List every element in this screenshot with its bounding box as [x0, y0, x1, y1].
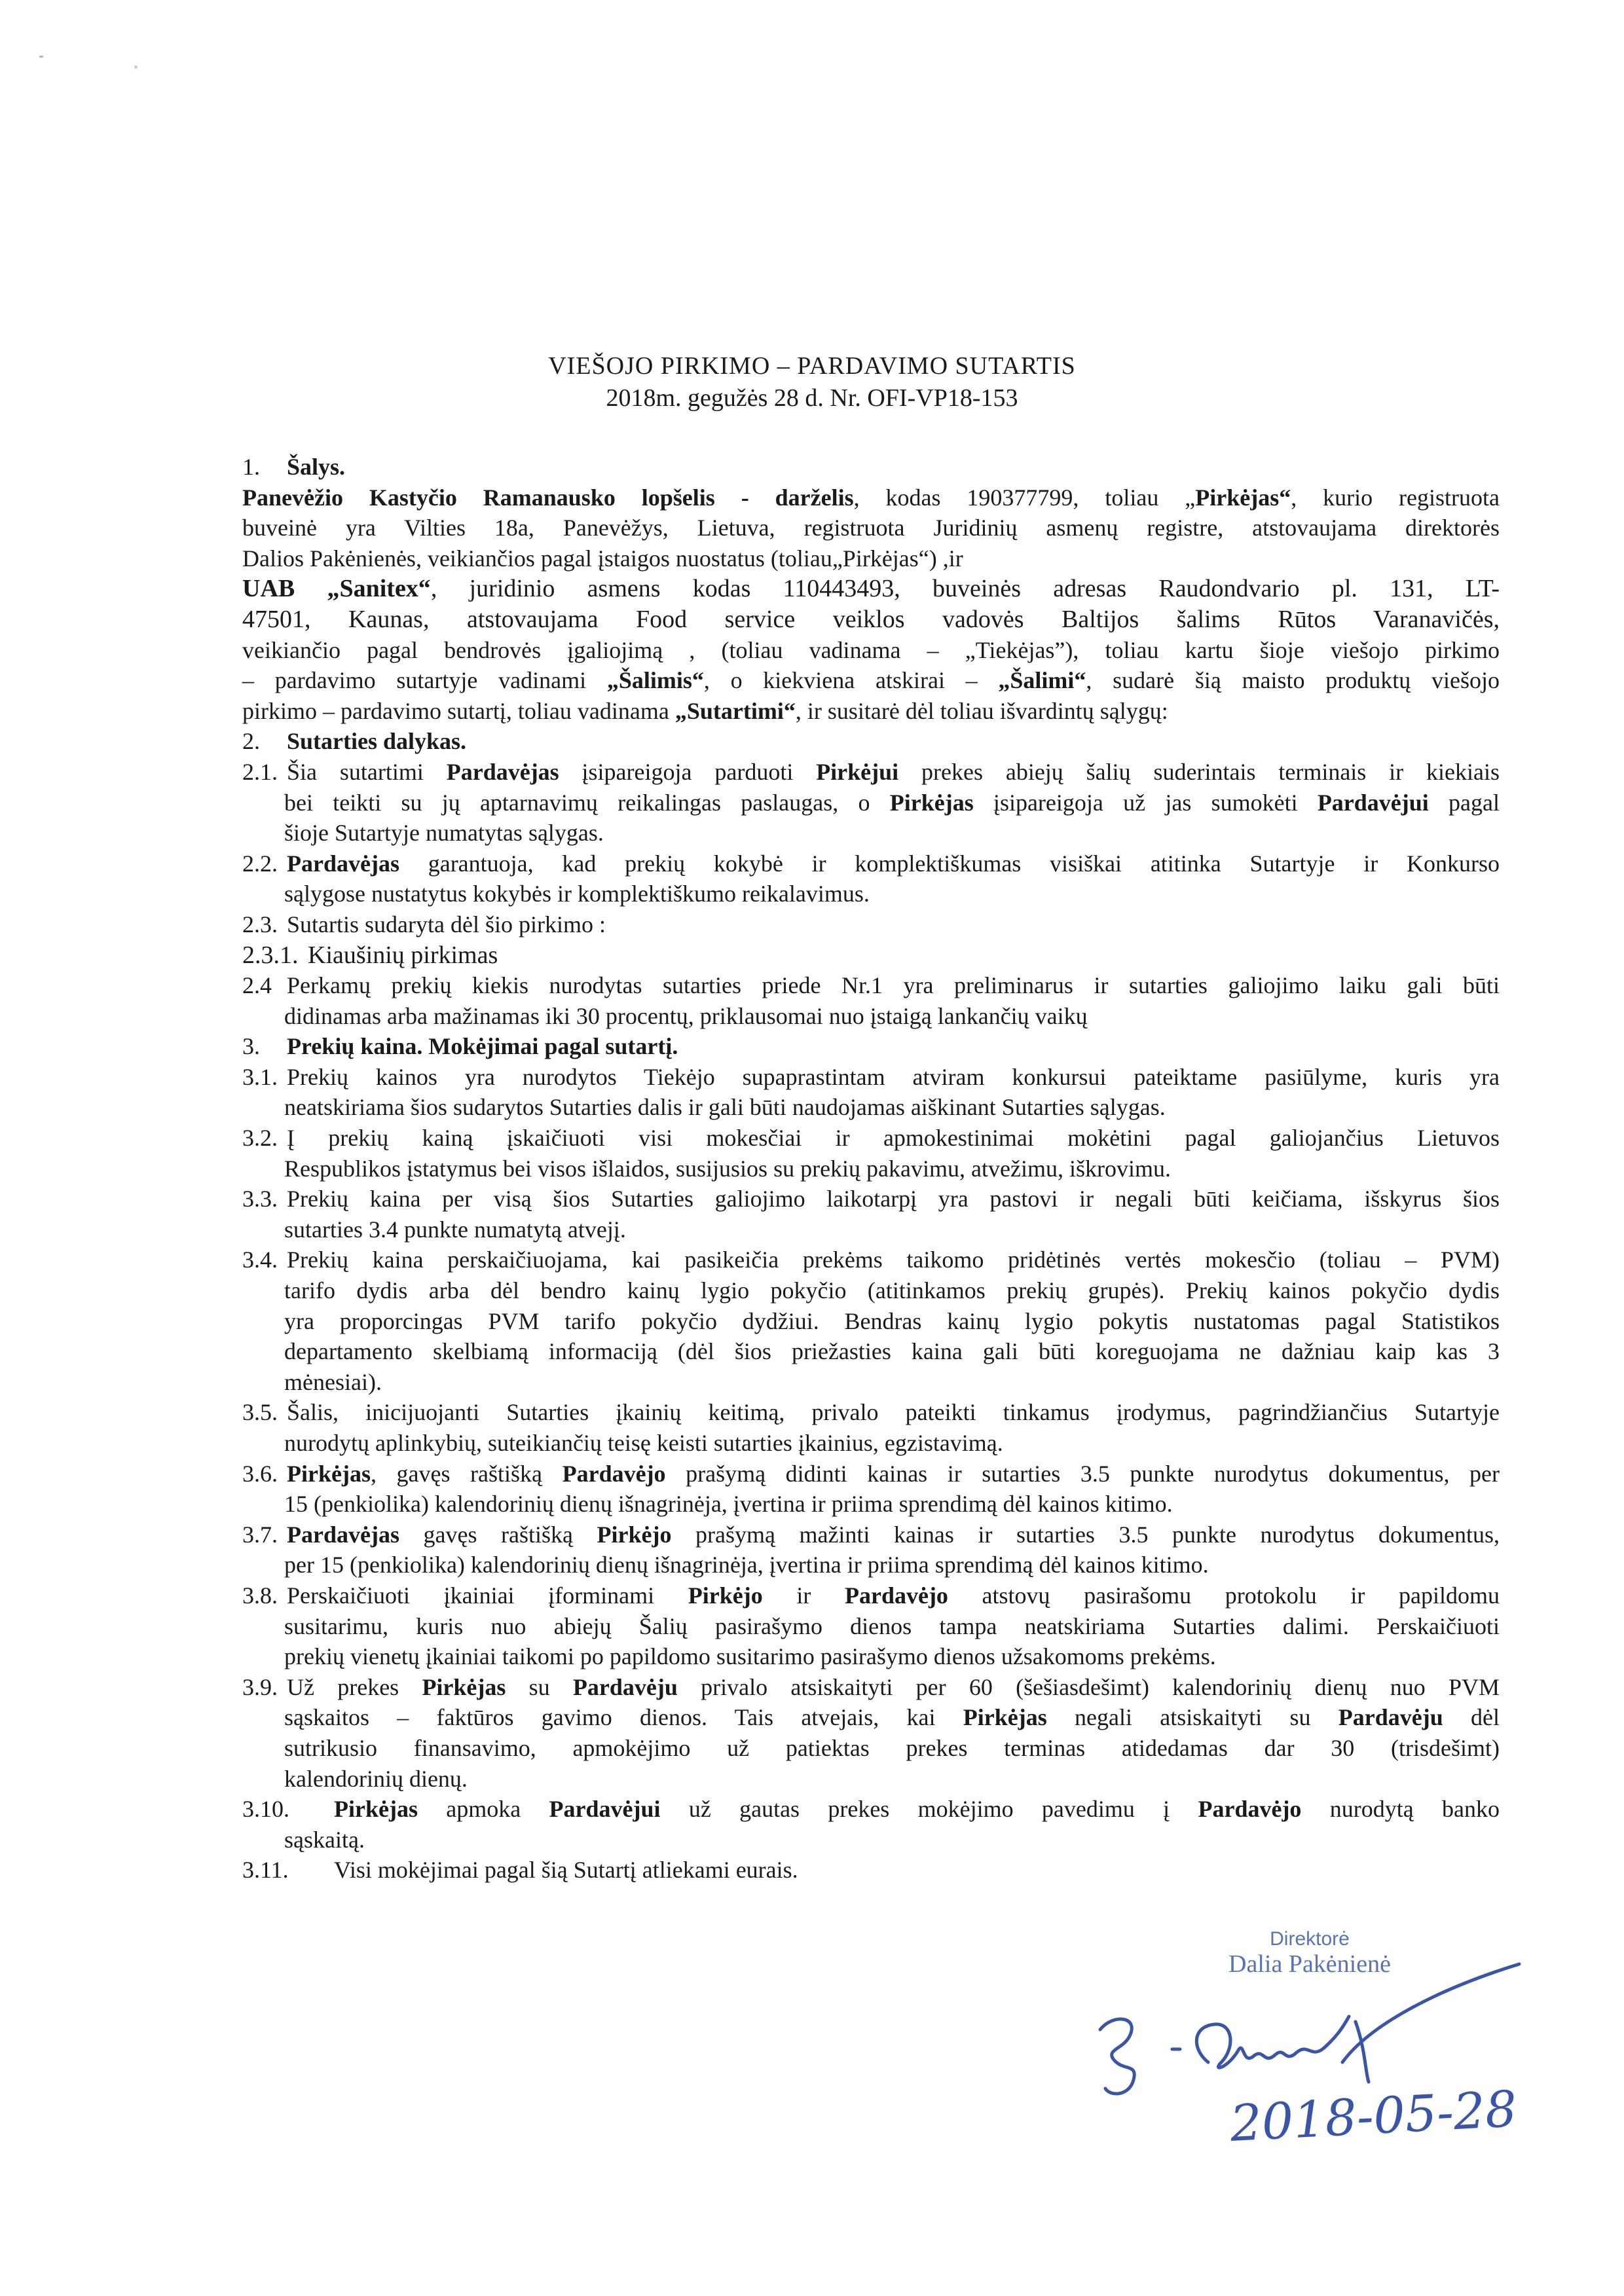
paragraph-3-10: sąskaitą. [284, 1826, 365, 1853]
paragraph-2-4: 2.4 Perkamų prekių kiekis nurodytas sutarties priede Nr.1 yra preliminarus ir sutarties galiojimo laiku gali būti [242, 972, 1500, 999]
paragraph-2-3: 2.3. Sutartis sudaryta dėl šio pirkimo : [242, 911, 606, 938]
paragraph-3-7: per 15 (penkiolika) kalendorinių dienų išnagrinėja, įvertina ir priima sprendimą dėl kainos kitimo. [284, 1552, 1209, 1578]
paragraph-2-1: 2.1. Šia sutartimi Pardavėjas įsipareigoja parduoti Pirkėjui prekes abiejų šalių suderintais terminais ir kiekiais [242, 758, 1500, 785]
paragraph-3-6: 15 (penkiolika) kalendorinių dienų išnagrinėja, įvertina ir priima sprendimą dėl kainos kitimo. [284, 1491, 1173, 1518]
contract-body [242, 452, 1500, 1886]
signature-main-stroke [1196, 2016, 1349, 2068]
paragraph-3-4: mėnesiai). [284, 1368, 382, 1395]
parties-line: Panevėžio Kastyčio Ramanausko lopšelis - darželis, kodas 190377799, toliau „Pirkėjas“, kurio registruota [242, 484, 1500, 511]
paragraph-3-1: neatskiriama šios sudarytos Sutarties dalis ir gali būti naudojamas aiškinant Sutarties sąlygas. [284, 1094, 1166, 1121]
paragraph-3-5: 3.5. Šalis, inicijuojanti Sutarties įkainių keitimą, privalo pateikti tinkamus įrodymus, pagrindžiančius Sutartyje [242, 1399, 1500, 1426]
paragraph-2-1: šioje Sutartyje numatytas sąlygas. [284, 820, 604, 847]
paragraph-3-9: sutrikusio finansavimo, apmokėjimo už patiektas prekes terminas atidedamas dar 30 (trisdešimt) [284, 1734, 1500, 1761]
parties-line: 47501, Kaunas, atstovaujama Food service veiklos vadovės Baltijos šalims Rūtos Varanavičės, [242, 605, 1500, 633]
paragraph-3-9: 3.9. Už prekes Pirkėjas su Pardavėju privalo atsiskaityti per 60 (šešiasdešimt) kalendorinių dienų nuo PVM [242, 1673, 1500, 1700]
stamp-name: Dalia Pakėnienė [1228, 1950, 1391, 1978]
paragraph-3-3: 3.3. Prekių kaina per visą šios Sutarties galiojimo laikotarpį yra pastovi ir negali būti keičiama, išskyrus šios [242, 1186, 1500, 1212]
paragraph-3-1: 3.1. Prekių kainos yra nurodytos Tiekėjo supaprastintam atviram konkursui pateiktame pasiūlyme, kuris yra [242, 1063, 1500, 1090]
parties-line: UAB „Sanitex“, juridinio asmens kodas 110443493, buveinės adresas Raudondvario pl. 131, LT- [242, 575, 1500, 603]
paragraph-3-2: 3.2. Į prekių kainą įskaičiuoti visi mokesčiai ir apmokestinimai mokėtini pagal galiojančius Lietuvos [242, 1125, 1500, 1152]
document-header [242, 350, 1382, 414]
signature-initial-stroke [1100, 2019, 1134, 2094]
paragraph-3-5: nurodytų aplinkybių, suteikiančių teisę keisti sutarties įkainius, egzistavimą. [284, 1430, 1003, 1456]
paragraph-3-4: yra proporcingas PVM tarifo pokyčio dydžiui. Bendras kainų lygio pokytis nustatomas pagal Statistikos [284, 1307, 1500, 1334]
document-title: VIEŠOJO PIRKIMO – PARDAVIMO SUTARTIS [548, 352, 1076, 380]
paragraph-2-3-1: 2.3.1. Kiaušinių pirkimas [242, 941, 498, 969]
scan-speck [134, 65, 138, 69]
paragraph-3-8: susitarimu, kuris nuo abiejų Šalių pasirašymo dienos tampa neatskiriama Sutarties dalimi. Perskaičiuoti [284, 1613, 1500, 1639]
scan-speck [39, 56, 43, 58]
signature-date: 2018-05-28 [1228, 2079, 1519, 2153]
paragraph-3-3: sutarties 3.4 punkte numatytą atvejį. [284, 1216, 626, 1243]
paragraph-3-4: departamento skelbiamą informaciją (dėl šios priežasties kaina gali būti koreguojama ne dažniau kaip kas 3 [284, 1338, 1500, 1365]
paragraph-3-11: 3.11. Visi mokėjimai pagal šią Sutartį atliekami eurais. [242, 1857, 798, 1884]
paragraph-3-4: tarifo dydis arba dėl bendro kainų lygio pokyčio (atitinkamos prekių grupės). Prekių kainos pokyčio dydis [284, 1277, 1500, 1304]
parties-line: – pardavimo sutartyje vadinami „Šalimis“, o kiekviena atskirai – „Šalimi“, sudarė šią maisto produktų viešojo [242, 667, 1500, 694]
section-heading: 2. Sutarties dalykas. [242, 728, 467, 755]
section-heading: 3. Prekių kaina. Mokėjimai pagal sutartį. [242, 1033, 678, 1060]
paragraph-2-1: bei teikti su jų aptarnavimų reikalingas paslaugas, o Pirkėjas įsipareigoja už jas sumokėti Pardavėjui pagal [284, 789, 1500, 816]
section-heading: 1. Šalys. [242, 454, 346, 480]
parties-line: Dalios Pakėnienės, veikiančios pagal įstaigos nuostatus (toliau„Pirkėjas“) ,ir [242, 545, 963, 572]
handwritten-signature [1067, 1951, 1539, 2160]
paragraph-3-2: Respublikos įstatymus bei visos išlaidos, susijusios su prekių pakavimu, atvežimu, iškrovimu. [284, 1155, 1171, 1182]
paragraph-3-10: 3.10. Pirkėjas apmoka Pardavėjui už gautas prekes mokėjimo pavedimu į Pardavėjo nurodytą banko [242, 1796, 1500, 1823]
paragraph-3-6: 3.6. Pirkėjas, gavęs raštišką Pardavėjo prašymą didinti kainas ir sutarties 3.5 punkte nurodytus dokumentus, per [242, 1460, 1500, 1487]
paragraph-3-8: 3.8. Perskaičiuoti įkainiai įforminami Pirkėjo ir Pardavėjo atstovų pasirašomu protokolu ir papildomu [242, 1582, 1500, 1609]
signature-tail-stroke [1356, 2022, 1369, 2082]
stamp-role: Direktorė [1270, 1928, 1350, 1950]
parties-line: buveinė yra Vilties 18a, Panevėžys, Lietuva, registruota Juridinių asmenų registre, atstovaujama direktorės [242, 515, 1500, 541]
parties-line: veikiančio pagal bendrovės įgaliojimą , (toliau vadinama – „Tiekėjas”), toliau kartu šioje viešojo pirkimo [242, 636, 1500, 663]
paragraph-3-4: 3.4. Prekių kaina perskaičiuojama, kai pasikeičia prekėms taikomo pridėtinės vertės mokesčio (toliau – PVM) [242, 1247, 1500, 1273]
paragraph-3-8: prekių vienetų įkainiai taikomi po papildomo susitarimo pasirašymo dienos užsakomoms prekėms. [284, 1643, 1216, 1670]
parties-line: pirkimo – pardavimo sutartį, toliau vadinama „Sutartimi“, ir susitarė dėl toliau išvardintų sąlygų: [242, 697, 1168, 724]
paragraph-2-4: didinamas arba mažinamas iki 30 procentų, priklausomai nuo įstaigą lankančių vaikų [284, 1002, 1088, 1029]
paragraph-3-7: 3.7. Pardavėjas gavęs raštišką Pirkėjo prašymą mažinti kainas ir sutarties 3.5 punkte nurodytus dokumentus, [242, 1521, 1500, 1548]
paragraph-3-9: sąskaitos – faktūros gavimo dienos. Tais atvejais, kai Pirkėjas negali atsiskaityti su Pardavėju dėl [284, 1704, 1500, 1731]
paragraph-3-9: kalendorinių dienų. [284, 1765, 468, 1792]
document-date-number: 2018m. gegužės 28 d. Nr. OFI-VP18-153 [606, 384, 1018, 412]
paragraph-2-2: sąlygose nustatytus kokybės ir komplektiškumo reikalavimus. [284, 881, 870, 907]
signature-swash-stroke [1342, 1964, 1519, 2062]
paragraph-2-2: 2.2. Pardavėjas garantuoja, kad prekių kokybė ir komplektiškumas visiškai atitinka Sutartyje ir Konkurso [242, 850, 1500, 877]
